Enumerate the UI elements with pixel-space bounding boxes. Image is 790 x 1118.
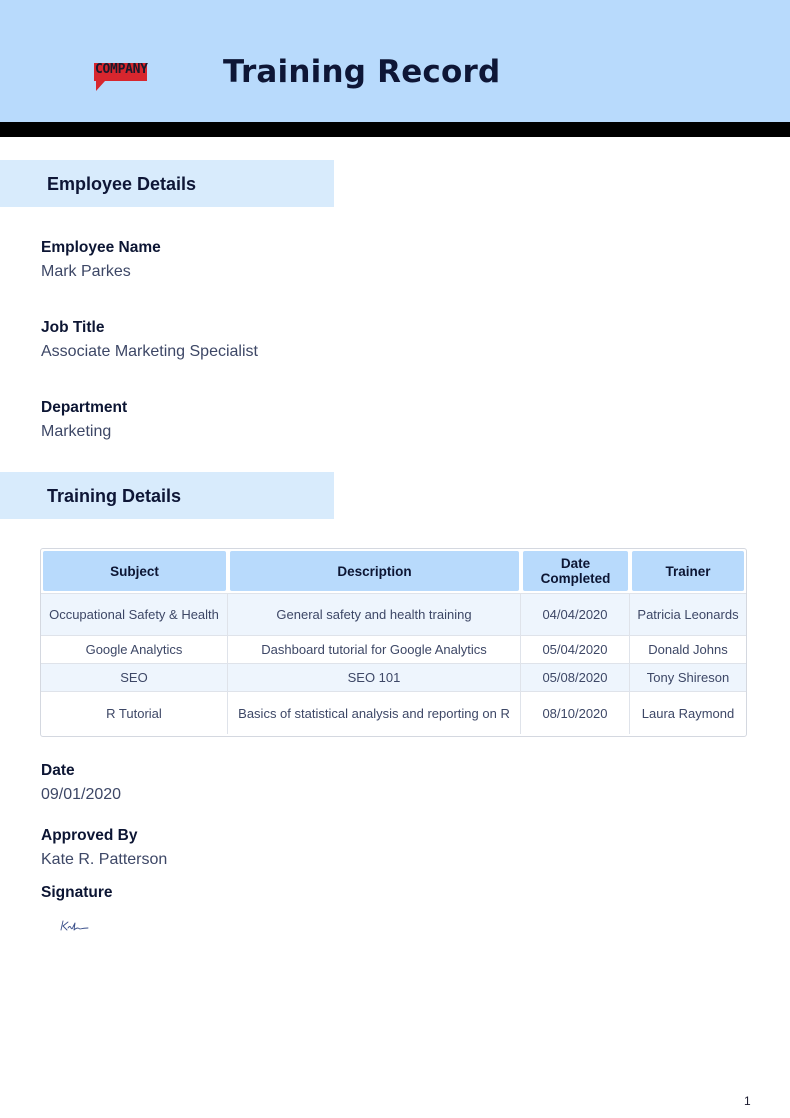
column-header-description: Description (228, 549, 521, 593)
header-divider (0, 122, 790, 137)
cell-description: SEO 101 (228, 663, 521, 691)
cell-date-completed: 08/10/2020 (521, 691, 630, 734)
cell-subject: Occupational Safety & Health (41, 593, 228, 635)
table-row (41, 691, 746, 734)
job-title-label: Job Title (41, 319, 105, 336)
cell-trainer: Tony Shireson (630, 663, 746, 691)
table-header-row (41, 549, 746, 593)
cell-subject: Google Analytics (41, 635, 228, 663)
cell-trainer: Laura Raymond (630, 691, 746, 734)
section-employee-details (0, 160, 334, 207)
column-header-subject: Subject (41, 549, 228, 593)
approved-by-value: Kate R. Patterson (41, 851, 168, 868)
employee-name-label: Employee Name (41, 239, 161, 256)
cell-description: Basics of statistical analysis and reporting on R (228, 691, 521, 734)
training-table (40, 548, 747, 737)
cell-date-completed: 05/04/2020 (521, 635, 630, 663)
cell-trainer: Donald Johns (630, 635, 746, 663)
date-label: Date (41, 762, 75, 779)
column-header-date-completed: Date Completed (521, 549, 630, 593)
cell-description: Dashboard tutorial for Google Analytics (228, 635, 521, 663)
approved-by-label: Approved By (41, 827, 138, 844)
logo-text: COMPANY (95, 62, 148, 77)
table-row (41, 593, 746, 635)
date-value: 09/01/2020 (41, 786, 122, 803)
section-training-details (0, 472, 334, 519)
section-title: Training Details (47, 486, 182, 506)
table-row (41, 663, 746, 691)
signature-label: Signature (41, 884, 113, 901)
signature-image (58, 917, 92, 935)
employee-name-value: Mark Parkes (41, 263, 131, 280)
header-banner (0, 0, 790, 122)
cell-trainer: Patricia Leonards (630, 593, 746, 635)
page-number: 1 (744, 1094, 751, 1108)
company-logo (93, 61, 169, 93)
cell-subject: R Tutorial (41, 691, 228, 734)
cell-subject: SEO (41, 663, 228, 691)
document-title: Training Record (223, 54, 501, 90)
department-label: Department (41, 399, 128, 416)
column-header-trainer: Trainer (630, 549, 746, 593)
table-row (41, 635, 746, 663)
cell-date-completed: 05/08/2020 (521, 663, 630, 691)
cell-description: General safety and health training (228, 593, 521, 635)
department-value: Marketing (41, 423, 112, 440)
cell-date-completed: 04/04/2020 (521, 593, 630, 635)
job-title-value: Associate Marketing Specialist (41, 343, 258, 360)
section-title: Employee Details (47, 174, 197, 194)
